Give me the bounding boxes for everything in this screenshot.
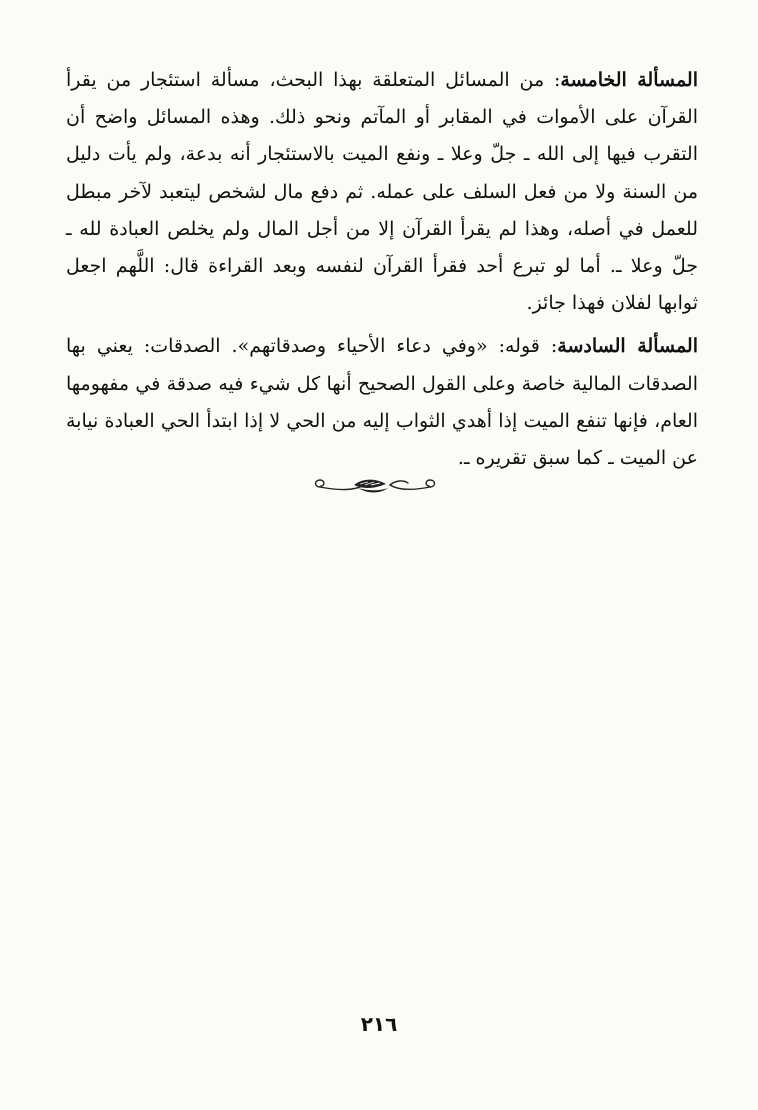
paragraph-heading: المسألة السادسة: [557, 335, 698, 358]
paragraph-sixth-issue: [66, 328, 698, 477]
body-text: [66, 62, 698, 477]
paragraph-heading: المسألة الخامسة: [560, 69, 698, 91]
page-number: ٢١٦: [360, 1012, 398, 1036]
paragraph-text: : من المسائل المتعلقة بهذا البحث، مسألة استئجار من يقرأ القرآن على الأموات في المقابر أو المآتم ونحو ذلك. وهذه المسائل واضح أن التقرب فيها إلى الله ـ جلّ وعلا ـ ونفع الميت بالاستئجار أنه بدعة، ولم يأت دليل من السنة ولا من فعل السلف على عمله. ثم دفع مال لشخص ليتعبد لآخر مبطل للعمل في أصله، وهذا لم يقرأ القرآن إلا من أجل المال ولم يخلص العبادة لله ـ جلّ وعلا ـ. أما لو تبرع أحد فقرأ القرآن لنفسه وبعد القراءة قال: اللَّهم اجعل ثوابها لفلان فهذا جائز.: [66, 69, 698, 315]
section-end-ornament-icon: [310, 472, 440, 500]
paragraph-fifth-issue: [66, 62, 698, 322]
paragraph-text: : قوله: «وفي دعاء الأحياء وصدقاتهم». الصدقات: يعني بها الصدقات المالية خاصة وعلى القول الصحيح أنها كل شيء فيه صدقة في مفهومها العام، فإنها تنفع الميت إذا أهدي الثواب إليه من الحي لا إذا ابتدأ الحي العبادة نيابة عن الميت ـ كما سبق تقريره ـ.: [66, 335, 698, 470]
